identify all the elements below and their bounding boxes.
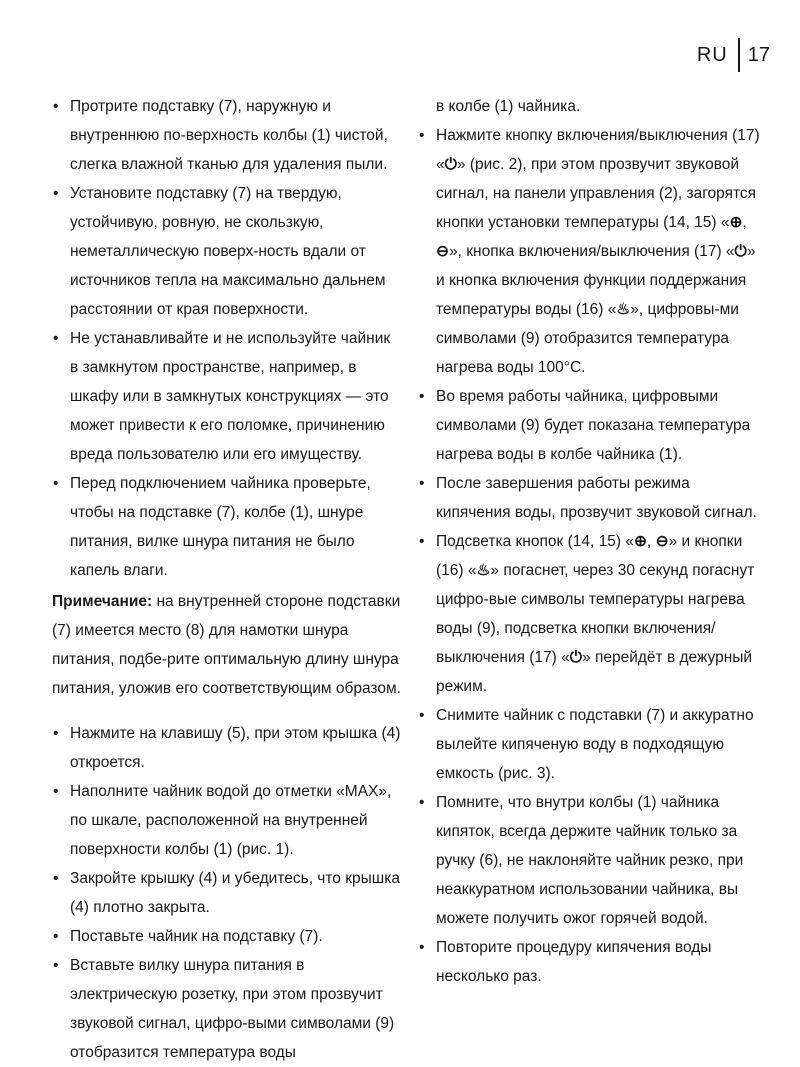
list-item: • Во время работы чайника, цифровыми символами (9) будет показана температура нагрева воды в колбе чайника (1). [418,382,764,469]
page-number: 17 [747,43,770,66]
list-item: • Наполните чайник водой до отметки «MAX», по шкале, расположенной на внутренней поверхности колбы (1) (рис. 1). [52,777,402,864]
list-item [418,527,764,701]
bullet-list-boiling [418,121,764,991]
list-item: • Снимите чайник с подставки (7) и аккуратно вылейте кипяченую воду в подходящую емкость (рис. 3). [418,701,764,788]
left-column [52,92,402,1067]
kettle-icon: ♨ [616,301,631,318]
language-code: RU [696,43,728,66]
list-item: • После завершения работы режима кипячения воды, прозвучит звуковой сигнал. [418,469,764,527]
list-item: • Поставьте чайник на подставку (7). [52,922,402,951]
kettle-icon: ♨ [476,562,491,579]
list-item: • Вставьте вилку шнура питания в электрическую розетку, при этом прозвучит звуковой сигнал, цифро-выми символами (9) отобразится температура воды [52,951,402,1067]
text-segment: Нажмите кнопку включения/выключения (17) « [436,127,760,173]
plus-circle-icon: ⊕ [729,214,743,231]
list-item: • Нажмите на клавишу (5), при этом крышка (4) откроется. [52,719,402,777]
minus-circle-icon: ⊖ [436,243,449,260]
power-icon: ⏻ [734,243,747,260]
text-segment: , [646,533,656,550]
minus-circle-icon: ⊖ [655,533,669,550]
header-divider [738,38,740,72]
text-segment: Подсветка кнопок (14, 15) « [436,533,634,550]
list-item: • Перед подключением чайника проверьте, чтобы на подставке (7), колбе (1), шнуре питания, вилке шнура питания не было капель влаги. [52,469,402,585]
list-item: • Не устанавливайте и не используйте чайник в замкнутом пространстве, например, в шкафу или в замкнутых конструкциях — это может привести к его поломке, причинению вреда пользователю или его имуществу. [52,324,402,469]
text-segment: » погаснет, через 30 секунд погаснут цифро-вые символы температуры нагрева воды (9), подсветка кнопки включения/выключения (17) « [436,562,755,666]
bullet-list-preparation [52,92,402,585]
note-label: Примечание: [52,593,153,610]
continued-text: в колбе (1) чайника. [436,98,581,115]
text-segment: , [742,214,747,231]
list-item: • Протрите подставку (7), наружную и внутреннюю по-верхность колбы (1) чистой, слегка влажной тканью для удаления пыли. [52,92,402,179]
list-item: • Закройте крышку (4) и убедитесь, что крышка (4) плотно закрыта. [52,864,402,922]
text-segment: », цифровы-ми символами (9) отобразится температура нагрева воды 100°C. [436,301,739,376]
text-segment: », кнопка включения/выключения (17) « [449,243,735,260]
text-segment: » и кнопка включения функции поддержания температуры воды (16) « [436,243,756,318]
list-item: • Установите подставку (7) на твердую, устойчивую, ровную, не скользкую, неметаллическую поверх-ность вдали от источников тепла на максимально дальнем расстоянии от края поверхности. [52,179,402,324]
bullet-list-operation [52,719,402,1067]
text-segment: » и кнопки (16) « [436,533,743,579]
text-segment: » (рис. 2), при этом прозвучит звуковой сигнал, на панели управления (2), загорятся кнопки установки температуры (14, 15) « [436,156,757,231]
note-paragraph [52,587,402,703]
power-icon: ⏻ [569,649,583,666]
list-item: • Помните, что внутри колбы (1) чайника кипяток, всегда держите чайник только за ручку (6), не наклоняйте чайник резко, при неаккуратном использовании чайника, вы можете получить ожог горячей водой. [418,788,764,933]
note-text: на внутренней стороне подставки (7) имеется место (8) для намотки шнура питания, подбе-рите оптимальную длину шнура питания, уложив его соответствующим образом. [52,593,401,697]
plus-circle-icon: ⊕ [633,533,647,550]
page-header [697,38,770,72]
text-segment: » перейдёт в дежурный режим. [436,649,753,695]
power-icon: ⏻ [444,156,457,173]
list-item [418,121,764,382]
right-column [418,92,764,991]
list-item: • Повторите процедуру кипячения воды несколько раз. [418,933,764,991]
